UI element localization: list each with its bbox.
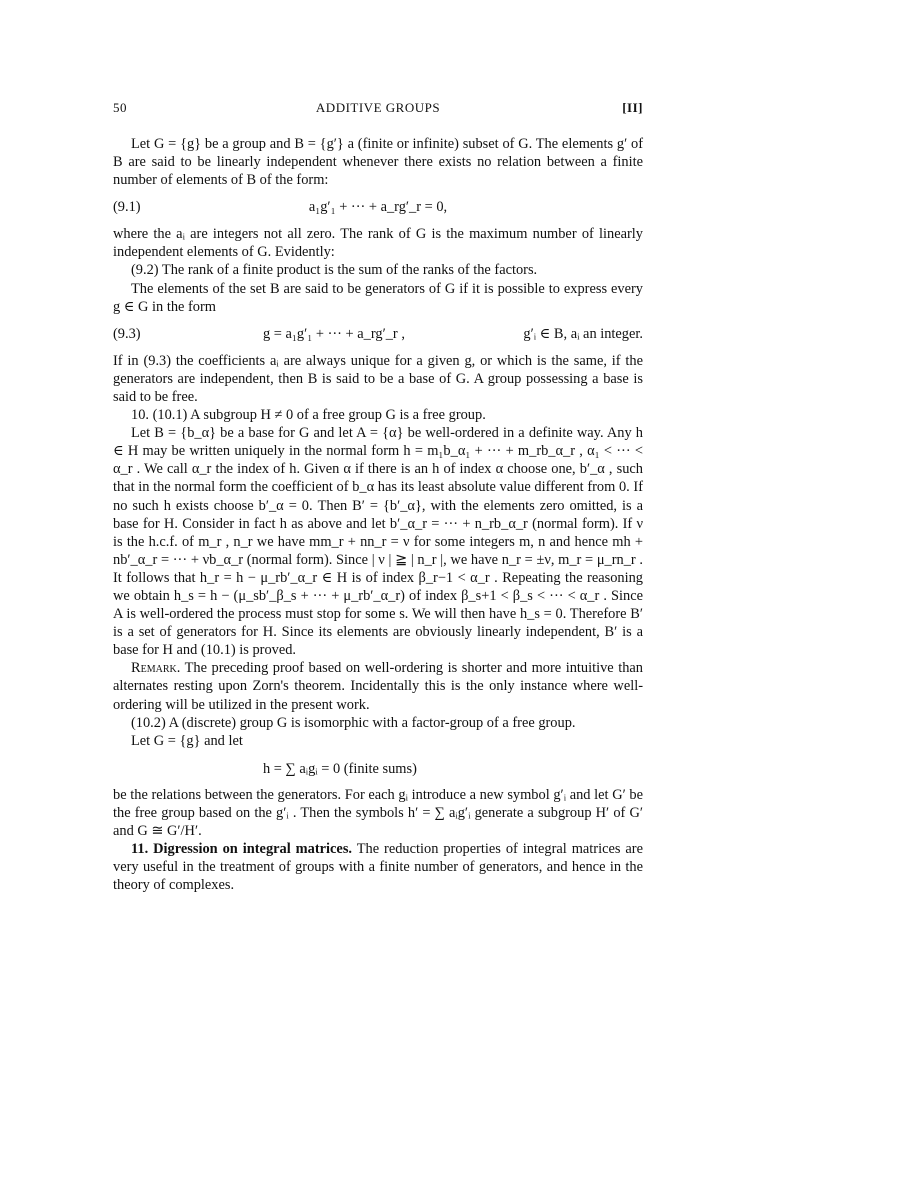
equation-label: (9.1) bbox=[113, 199, 141, 216]
running-title: ADDITIVE GROUPS bbox=[315, 100, 441, 115]
proof-10-1: Let B = {b_α} be a base for G and let A = {α} be well-ordered in a definite way. Any h ∈ H may be written uniquely in the normal form h = m₁b_α₁ + ··· + m_rb_α_r , α₁ < ··· < α_r . We call α_r the index of h. Given α if there is an h of index α choose one, b′_α , such that in the normal form the coefficient of b_α has its least absolute value different from 0. If no such h exists choose b′_α = 0. Then B′ = {b′_α}, with the elements zero omitted, is a base for H. Consider in fact h as above and let b′_α_r = ··· + n_rb_α_r (normal form). If ν is the h.c.f. of m_r , n_r we have mm_r + nn_r = ν for some integers m, n and hence mh + nb′_α_r = ··· + νb_α_r (normal form). Since | ν | ≧ | n_r |, we have n_r = ±ν, m_r = μ_rn_r . It follows that h_r = h − μ_rb′_α_r ∈ H is of index β_r−1 < α_r . Repeating the reasoning we obtain h_s = h − (μ_sb′_β_s + ··· + μ_rb′_α_r) of index β_s+1 < β_s < ··· < α_r . Since A is well-ordered the process must stop for some s. We will then have h_s = 0. Therefore B′ is a set of generators for H. Since its elements are obviously linearly independent, B′ is a base for H and (10.1) is proved. bbox=[113, 425, 643, 659]
equation-label: (9.3) bbox=[113, 325, 141, 342]
paragraph-remark bbox=[113, 659, 643, 713]
running-header bbox=[113, 100, 643, 120]
equation-9-3 bbox=[113, 316, 643, 352]
equation-9-1 bbox=[113, 189, 643, 225]
paragraph-let-g: Let G = {g} and let bbox=[131, 732, 243, 749]
equation-relations bbox=[113, 750, 643, 786]
equation-body: h = ∑ aᵢgᵢ = 0 (finite sums) bbox=[263, 760, 417, 777]
equation-body: a₁g′₁ + ··· + a_rg′_r = 0, bbox=[308, 199, 448, 216]
page-number: 50 bbox=[113, 100, 127, 115]
equation-body: g = a₁g′₁ + ··· + a_rg′_r , bbox=[263, 325, 405, 342]
equation-condition: g′ᵢ ∈ B, aᵢ an integer. bbox=[523, 325, 643, 342]
paragraph-relations: be the relations between the generators. For each gᵢ introduce a new symbol g′ᵢ and let G′ be the free group based on the g′ᵢ . Then the symbols h′ = ∑ aᵢg′ᵢ generate a subgroup H′ of G′ and G ≅ G′/H′. bbox=[113, 786, 643, 839]
paragraph-base-definition: If in (9.3) the coefficients aᵢ are always unique for a given g, or which is the same, if the generators are independent, then B is said to be a base of G. A group possessing a base is said to be free. bbox=[113, 352, 643, 405]
theorem-10-2: (10.2) A (discrete) group G is isomorphic with a factor-group of a free group. bbox=[131, 714, 576, 731]
paragraph-rank-intro: Let G = {g} be a group and B = {g′} a (finite or infinite) subset of G. The elements g′ of B are said to be linearly independent whenever there exists no relation between a finite number of elements of B of the form: bbox=[113, 136, 643, 189]
section-mark: [II] bbox=[622, 100, 643, 115]
proposition-9-2: (9.2) The rank of a finite product is the sum of the ranks of the factors. bbox=[131, 262, 538, 279]
section-11-intro bbox=[113, 840, 643, 894]
page-body bbox=[113, 135, 643, 894]
paragraph-generators: The elements of the set B are said to be generators of G if it is possible to express every g ∈ G in the form bbox=[113, 280, 643, 315]
theorem-10-1: 10. (10.1) A subgroup H ≠ 0 of a free group G is a free group. bbox=[131, 407, 486, 424]
paragraph-rank-definition: where the aᵢ are integers not all zero. The rank of G is the maximum number of linearly independent elements of G. Evidently: bbox=[113, 226, 643, 261]
section-11-heading: 11. Digression on integral matrices. bbox=[131, 841, 353, 858]
section-11-text: The reduction properties of integral matrices are very useful in the treatment of groups with a finite number of generators, and hence in the theory of complexes. bbox=[113, 841, 643, 894]
remark-text: The preceding proof based on well-ordering is shorter and more intuitive than alternates resting upon Zorn's theorem. Incidentally this is the only instance where well-ordering will be utilized in the present work. bbox=[113, 660, 643, 713]
remark-label: Remark. bbox=[131, 660, 181, 677]
